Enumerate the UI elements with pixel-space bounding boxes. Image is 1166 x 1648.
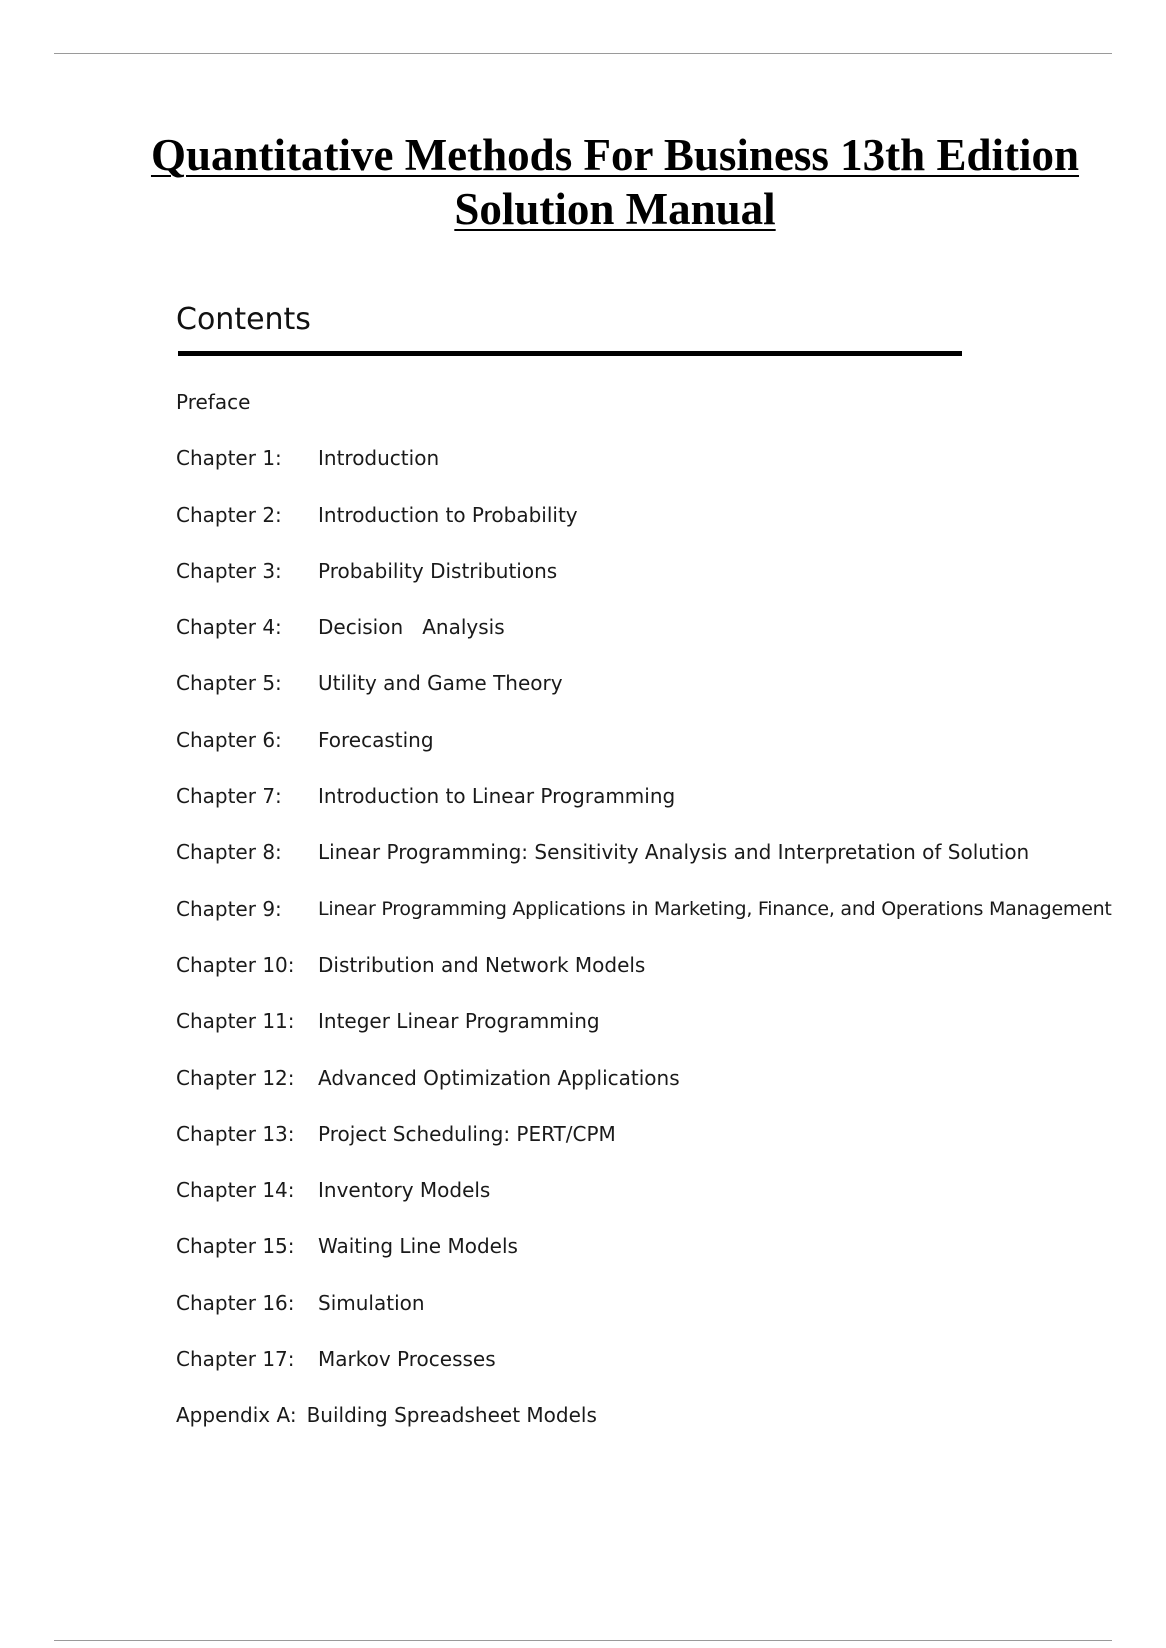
toc-entry-chapter-13 xyxy=(176,1119,1156,1175)
toc-entry-chapter-14 xyxy=(176,1175,1156,1231)
toc-chapter-title: Project Scheduling: PERT/CPM xyxy=(318,1121,616,1146)
toc-entry-chapter-4 xyxy=(176,612,1156,668)
toc-chapter-label: Chapter 6: xyxy=(176,727,282,752)
toc-entry-chapter-9 xyxy=(176,894,1156,950)
top-divider xyxy=(54,53,1112,54)
toc-chapter-label: Chapter 1: xyxy=(176,446,282,471)
toc-entry-chapter-8 xyxy=(176,837,1156,893)
toc-entry-chapter-16 xyxy=(176,1288,1156,1344)
document-title-line-2: Solution Manual xyxy=(454,184,776,234)
toc-chapter-label: Chapter 15: xyxy=(176,1234,295,1259)
toc-chapter-title: Decision Analysis xyxy=(318,615,505,640)
bottom-divider xyxy=(54,1640,1112,1641)
toc-chapter-label: Chapter 8: xyxy=(176,840,282,865)
toc-chapter-title: Introduction xyxy=(318,446,440,471)
contents-underline xyxy=(178,351,962,356)
toc-chapter-label: Chapter 10: xyxy=(176,952,295,977)
toc-chapter-label: Chapter 4: xyxy=(176,615,282,640)
toc-appendix-title: Building Spreadsheet Models xyxy=(306,1403,597,1428)
toc-chapter-title: Introduction to Probability xyxy=(318,502,578,527)
table-of-contents xyxy=(176,387,1156,1457)
toc-entry-chapter-6 xyxy=(176,725,1156,781)
toc-chapter-label: Chapter 16: xyxy=(176,1290,295,1315)
toc-chapter-label: Chapter 5: xyxy=(176,671,282,696)
toc-entry-chapter-7 xyxy=(176,781,1156,837)
toc-chapter-label: Chapter 17: xyxy=(176,1347,295,1372)
toc-chapter-label: Chapter 3: xyxy=(176,558,282,583)
toc-chapter-title: Probability Distributions xyxy=(318,558,558,583)
toc-chapter-title: Advanced Optimization Applications xyxy=(318,1065,680,1090)
toc-chapter-label: Chapter 2: xyxy=(176,502,282,527)
toc-chapter-label: Chapter 14: xyxy=(176,1178,295,1203)
toc-appendix-label: Appendix A: xyxy=(176,1403,297,1428)
toc-entry-chapter-10 xyxy=(176,950,1156,1006)
document-title xyxy=(60,128,1166,236)
toc-entry-chapter-1 xyxy=(176,443,1156,499)
toc-chapter-title: Markov Processes xyxy=(318,1347,496,1372)
toc-chapter-title: Integer Linear Programming xyxy=(318,1009,600,1034)
toc-chapter-title: Linear Programming Applications in Marketing, Finance, and Operations Management xyxy=(318,897,1112,920)
toc-chapter-label: Chapter 12: xyxy=(176,1065,295,1090)
toc-entry-chapter-11 xyxy=(176,1006,1156,1062)
toc-chapter-title: Introduction to Linear Programming xyxy=(318,784,676,809)
toc-entry-chapter-3 xyxy=(176,556,1156,612)
toc-chapter-title: Distribution and Network Models xyxy=(318,952,646,977)
toc-entry-chapter-15 xyxy=(176,1231,1156,1287)
toc-entry-preface xyxy=(176,387,1156,443)
toc-chapter-label: Chapter 13: xyxy=(176,1121,295,1146)
toc-chapter-title: Utility and Game Theory xyxy=(318,671,563,696)
toc-chapter-title: Linear Programming: Sensitivity Analysis and Interpretation of Solution xyxy=(318,840,1030,865)
document-title-line-1: Quantitative Methods For Business 13th Edition xyxy=(150,130,1080,180)
toc-chapter-label: Chapter 11: xyxy=(176,1009,295,1034)
toc-preface-label: Preface xyxy=(176,390,251,414)
toc-entry-chapter-2 xyxy=(176,500,1156,556)
toc-chapter-title: Inventory Models xyxy=(318,1178,491,1203)
toc-entry-chapter-5 xyxy=(176,668,1156,724)
contents-heading: Contents xyxy=(176,302,311,337)
toc-entry-appendix-a xyxy=(176,1400,1156,1456)
toc-chapter-title: Waiting Line Models xyxy=(318,1234,518,1259)
toc-entry-chapter-17 xyxy=(176,1344,1156,1400)
toc-chapter-title: Simulation xyxy=(318,1290,425,1315)
toc-chapter-title: Forecasting xyxy=(318,727,434,752)
toc-entry-chapter-12 xyxy=(176,1063,1156,1119)
toc-chapter-label: Chapter 7: xyxy=(176,784,282,809)
toc-chapter-label: Chapter 9: xyxy=(176,896,282,921)
